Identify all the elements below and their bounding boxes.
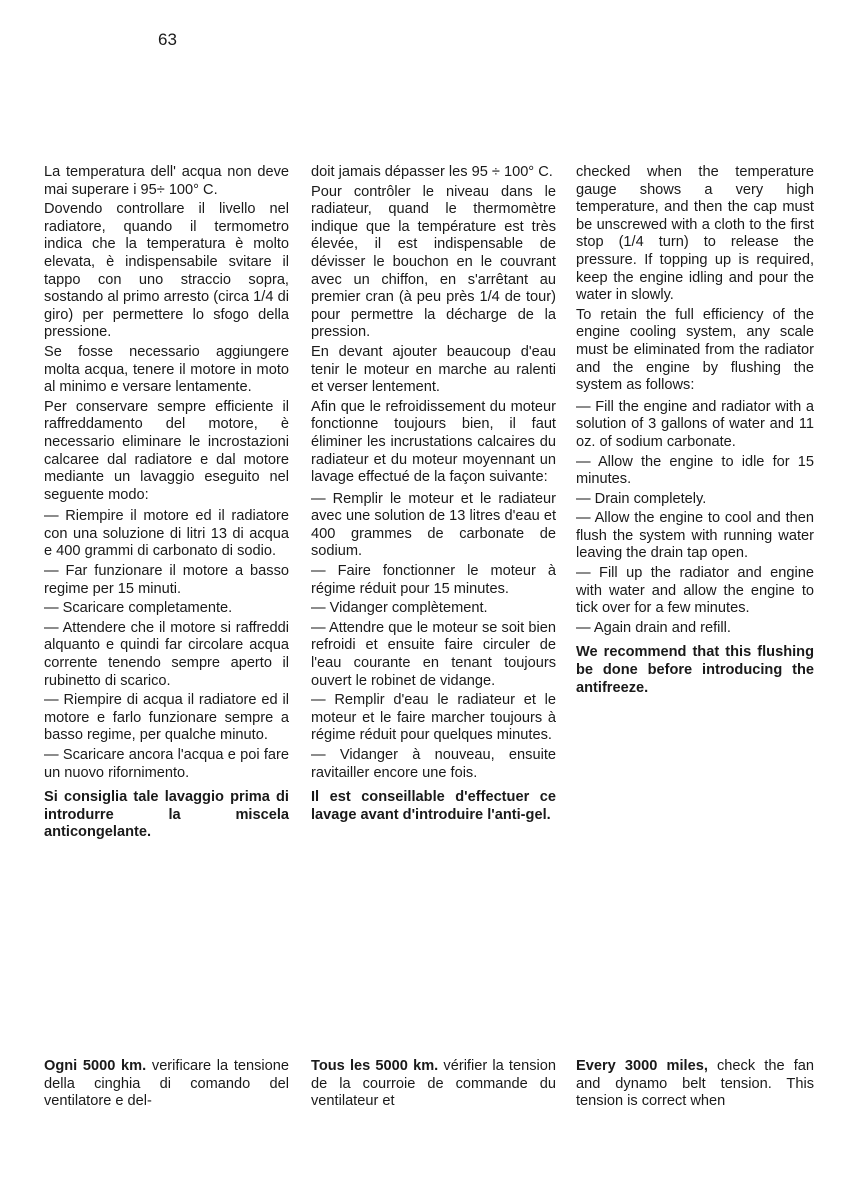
paragraph [576, 1058, 814, 1111]
paragraph: Pour contrôler le niveau dans le radiateur, quand le thermomètre indique que la température est très élevée, il est indispensable de dévisser le bouchon en le couvrant avec un chiffon, en s'arrêtant au premier cran (à peu près 1/4 de tour) pour permettre la décharge de la pression. [311, 183, 556, 341]
paragraph: checked when the temperature gauge shows a very high temperature, and then the cap must be unscrewed with a cloth to the first stop (1/4 turn) to release the pressure. If topping up is required, keep the engine idling and pour the water in slowly. [576, 164, 814, 304]
paragraph: Per conservare sempre efficiente il raffreddamento del motore, è necessario eliminare le incrostazioni calcaree dal radiatore e dal motore mediante un lavaggio eseguito nel seguente modo: [44, 398, 289, 503]
step-item: — Attendre que le moteur se soit bien refroidi et ensuite faire circuler de l'eau courante en tenant toujours ouvert le robinet de vidange. [311, 619, 556, 689]
step-item: — Again drain and refill. [576, 619, 731, 636]
recommendation-note: We recommend that this flushing be done before introducing the antifreeze. [576, 644, 814, 696]
french-column [311, 164, 556, 826]
english-column [576, 164, 814, 699]
step-item: — Riempire il motore ed il radiatore con una soluzione di litri 13 di acqua e 400 grammi di carbonato di sodio. [44, 508, 289, 560]
step-item: — Vidanger complètement. [311, 600, 488, 617]
paragraph: Dovendo controllare il livello nel radiatore, quando il termometro indica che la temperatura è molto elevata, è indispensabile svitare il tappo con uno straccio sopra, sostando al primo arresto (circa 1/4 di giro) per permettere lo sfogo della pressione. [44, 201, 289, 341]
step-item: — Faire fonctionner le moteur à régime réduit pour 15 minutes. [311, 563, 556, 597]
italian-belt-section [44, 1058, 289, 1113]
interval-text: vérifier la tension de la courroie de commande du ventilateur et [311, 1058, 556, 1110]
interval-label: Ogni 5000 km. [44, 1058, 147, 1074]
interval-text: verificare la tensione della cinghia di comando del ventilatore e del- [44, 1058, 289, 1110]
paragraph: En devant ajouter beaucoup d'eau tenir le moteur en marche au ralenti et verser lentement. [311, 343, 556, 396]
interval-text: check the fan and dynamo belt tension. This tension is correct when [576, 1058, 814, 1110]
paragraph: doit jamais dépasser les 95 ÷ 100° C. [311, 164, 553, 180]
step-item: — Remplir le moteur et le radiateur avec une solution de 13 litres d'eau et 400 grammes de carbonate de sodium. [311, 490, 556, 560]
paragraph: La temperatura dell' acqua non deve mai superare i 95÷ 100° C. [44, 164, 289, 198]
step-item: — Allow the engine to idle for 15 minutes. [576, 453, 814, 488]
step-item: — Vidanger à nouveau, ensuite ravitailler encore une fois. [311, 747, 556, 781]
paragraph [311, 1058, 556, 1111]
english-belt-section [576, 1058, 814, 1113]
step-item: — Scaricare completamente. [44, 600, 233, 617]
step-item: — Drain completely. [576, 490, 707, 507]
step-item: — Fill the engine and radiator with a solution of 3 gallons of water and 11 oz. of sodium carbonate. [576, 398, 814, 450]
paragraph: Afin que le refroidissement du moteur fonctionne toujours bien, il faut éliminer les incrustations calcaires du radiateur et du moteur moyennant un lavage effectué de la façon suivante: [311, 398, 556, 486]
step-item: — Remplir d'eau le radiateur et le moteur et le faire marcher toujours à régime réduit pour quelques minutes. [311, 692, 556, 744]
step-item: — Fill up the radiator and engine with water and allow the engine to tick over for a few minutes. [576, 565, 814, 617]
step-item: — Allow the engine to cool and then flush the system with running water leaving the drain tap open. [576, 510, 814, 562]
recommendation-note: Si consiglia tale lavaggio prima di introdurre la miscela anticongelante. [44, 789, 289, 841]
french-belt-section [311, 1058, 556, 1113]
step-item: — Far funzionare il motore a basso regime per 15 minuti. [44, 563, 289, 597]
step-item: — Riempire di acqua il radiatore ed il motore e farlo funzionare sempre a basso regime, per qualche minuto. [44, 692, 289, 744]
interval-label: Every 3000 miles, [576, 1058, 708, 1074]
paragraph: To retain the full efficiency of the engine cooling system, any scale must be eliminated from the radiator and the engine by flushing the system as follows: [576, 306, 814, 394]
paragraph [44, 1058, 289, 1111]
interval-label: Tous les 5000 km. [311, 1058, 439, 1074]
step-item: — Attendere che il motore si raffreddi alquanto e quindi far circolare acqua corrente tenendo sempre aperto il rubinetto di scarico. [44, 619, 289, 689]
recommendation-note: Il est conseillable d'effectuer ce lavage avant d'introduire l'anti-gel. [311, 789, 556, 823]
step-item: — Scaricare ancora l'acqua e poi fare un nuovo rifornimento. [44, 747, 289, 781]
italian-column [44, 164, 289, 844]
page-number: 63 [158, 30, 177, 49]
paragraph: Se fosse necessario aggiungere molta acqua, tenere il motore in moto al minimo e versare lentamente. [44, 343, 289, 396]
